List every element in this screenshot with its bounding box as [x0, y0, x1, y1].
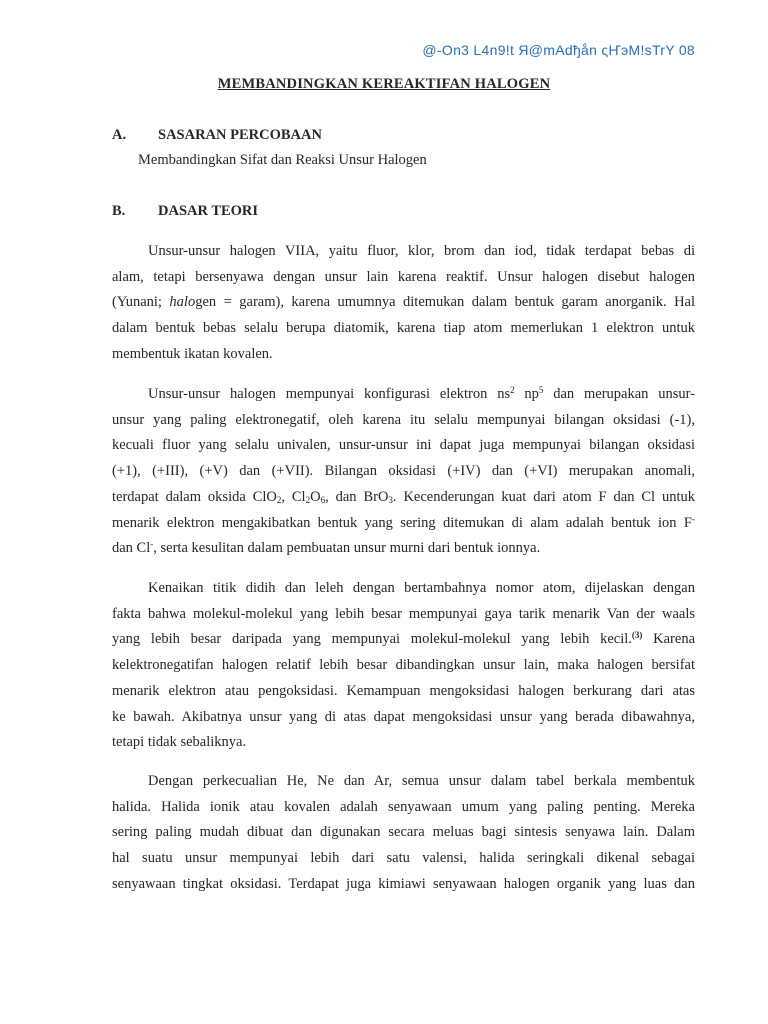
- p3-text: Karena: [642, 631, 696, 648]
- paragraph-3-line: [112, 576, 695, 602]
- paragraph-3-line: [112, 627, 695, 653]
- p4-text: Dengan perkecualian He, Ne dan Ar, semua unsur dalam tabel berkala membentuk: [148, 773, 695, 789]
- p2-text: dan Cl: [112, 540, 151, 557]
- paragraph-4-line: [112, 769, 695, 795]
- paragraph-1-line: [112, 239, 695, 265]
- paragraph-3-line: kelektronegatifan halogen relatif lebih besar dibandingkan unsur lain, maka halogen bersifat: [112, 657, 695, 674]
- paragraph-1-line: membentuk ikatan kovalen.: [112, 345, 273, 362]
- paragraph-2-line: (+1), (+III), (+V) dan (+VII). Bilangan oksidasi (+IV) dan (+VI) merupakan anomali,: [112, 463, 695, 480]
- paragraph-4-line: hal suatu unsur mempunyai lebih dari satu valensi, halida seringkali dikenal sebagai: [112, 850, 695, 867]
- paragraph-2: [112, 382, 695, 562]
- paragraph-1-line: [112, 290, 695, 316]
- subscript: 2: [305, 494, 311, 505]
- section-b-heading: [112, 203, 258, 220]
- p3-text: Kenaikan titik didih dan leleh dengan bertambahnya nomor atom, dijelaskan dengan: [148, 580, 695, 596]
- superscript: 5: [538, 385, 544, 395]
- paragraph-3-line: tetapi tidak sebaliknya.: [112, 734, 247, 751]
- p3-text: yang lebih besar daripada yang mempunyai molekul-molekul yang lebih kecil.: [112, 631, 632, 648]
- section-b-number: B.: [112, 203, 126, 219]
- paragraph-3-line: fakta bahwa molekul-molekul yang lebih besar mempunyai gaya tarik menarik Van der waals: [112, 605, 695, 622]
- p2-text: O: [310, 488, 321, 505]
- superscript: -: [150, 539, 154, 550]
- subscript: 3: [388, 494, 393, 505]
- paragraph-2-line: [112, 485, 695, 511]
- paragraph-2-line: kecuali fluor yang selalu univalen, unsur-unsur ini dapat juga mempunyai bilangan oksidasi: [112, 437, 695, 454]
- section-a-heading: [112, 127, 322, 144]
- p2-text: dan merupakan unsur-: [543, 386, 695, 402]
- subscript: 6: [320, 494, 326, 505]
- p1-text: gen = garam), karena umumnya ditemukan dalam bentuk garam anorganik. Hal: [195, 294, 696, 311]
- paragraph-1-line: alam, tetapi bersenyawa dengan unsur lain karena reaktif. Unsur halogen disebut halogen: [112, 268, 695, 285]
- p1-italic-text: halo: [169, 294, 196, 311]
- paragraph-3-line: menarik elektron atau pengoksidasi. Kemampuan mengoksidasi halogen berkurang dari atas: [112, 682, 695, 699]
- p1-text: (Yunani;: [112, 294, 170, 311]
- page-header-text: @-On3 L4n9!t Я@mAdђån ςҤэM!sTrY 08: [422, 42, 695, 58]
- paragraph-3-line: ke bawah. Akibatnya unsur yang di atas dapat mengoksidasi unsur yang berada dibawahnya,: [112, 708, 695, 725]
- paragraph-4: [112, 769, 695, 898]
- p2-text: , serta kesulitan dalam pembuatan unsur murni dari bentuk ionnya.: [153, 540, 541, 557]
- document-title: MEMBANDINGKAN KEREAKTIFAN HALOGEN: [217, 76, 551, 92]
- p2-text: Unsur-unsur halogen mempunyai konfigurasi elektron ns: [148, 386, 511, 402]
- p2-text: , Cl: [281, 488, 306, 505]
- paragraph-2-line: unsur yang paling elektronegatif, oleh karena itu selalu mempunyai bilangan oksidasi (-1),: [112, 411, 695, 428]
- paragraph-2-line: [112, 536, 695, 562]
- citation-superscript: (3): [631, 630, 643, 641]
- paragraph-2-line: [112, 511, 695, 537]
- paragraph-4-line: senyawaan tingkat oksidasi. Terdapat juga kimiawi senyawaan halogen organik yang luas dan: [112, 875, 695, 892]
- paragraph-1: [112, 239, 695, 368]
- paragraph-2-line: [112, 382, 695, 408]
- section-a-body: Membandingkan Sifat dan Reaksi Unsur Halogen: [138, 152, 427, 168]
- p1-text: Unsur-unsur halogen VIIA, yaitu fluor, klor, brom dan iod, tidak terdapat bebas di: [148, 243, 695, 259]
- superscript: 2: [510, 385, 515, 395]
- paragraph-4-line: sering paling mudah dibuat dan digunakan secara meluas bagi sintesis senyawa lain. Dalam: [112, 824, 695, 841]
- section-a-title: SASARAN PERCOBAAN: [158, 127, 322, 143]
- section-b-title: DASAR TEORI: [158, 203, 259, 219]
- p2-text: terdapat dalam oksida ClO: [112, 488, 277, 505]
- superscript: -: [692, 513, 695, 524]
- paragraph-1-line: dalam bentuk bebas selalu berupa diatomik, karena tiap atom memerlukan 1 elektron untuk: [112, 320, 695, 337]
- p2-text: menarik elektron mengakibatkan bentuk yang sering ditemukan di alam adalah bentuk ion F: [112, 514, 692, 531]
- paragraph-3: [112, 576, 695, 756]
- subscript: 2: [276, 494, 282, 505]
- paragraph-4-line: halida. Halida ionik atau kovalen adalah senyawaan umum yang paling penting. Mereka: [112, 798, 695, 815]
- section-a-number: A.: [112, 127, 127, 143]
- p2-text: np: [514, 386, 539, 402]
- p2-text: , dan BrO: [325, 488, 389, 505]
- p2-text: . Kecenderungan kuat dari atom F dan Cl untuk: [392, 488, 695, 505]
